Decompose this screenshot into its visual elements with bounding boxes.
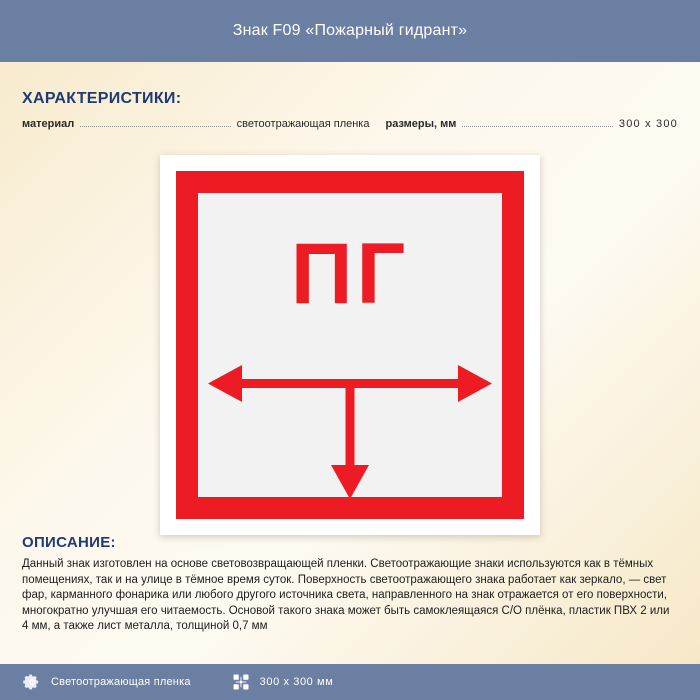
resize-icon xyxy=(231,672,251,692)
dot-leader-material xyxy=(80,125,230,127)
sign-inner-frame xyxy=(176,171,524,519)
sign-arrows xyxy=(198,343,502,503)
arrows-svg xyxy=(198,343,502,503)
size-value: 300 x 300 xyxy=(618,118,678,130)
arrow-down-icon xyxy=(331,465,369,499)
page-title: Знак F09 «Пожарный гидрант» xyxy=(232,22,468,39)
sign-image xyxy=(160,155,540,535)
description-title: ОПИСАНИЕ: xyxy=(22,534,116,551)
material-value: светоотражающая пленка xyxy=(236,118,370,130)
description-section xyxy=(22,534,678,635)
material-label: материал xyxy=(22,118,75,130)
footer-size-label: 300 x 300 мм xyxy=(259,676,334,688)
gear-icon xyxy=(22,672,42,692)
characteristics-section xyxy=(22,90,678,130)
arrow-vertical-bar xyxy=(346,383,355,469)
footer-material xyxy=(22,672,191,692)
page-header xyxy=(0,0,700,62)
sign-letters: ПГ xyxy=(290,226,410,322)
page-footer xyxy=(0,664,700,700)
characteristics-title: ХАРАКТЕРИСТИКИ: xyxy=(22,90,182,107)
description-text: Данный знак изготовлен на основе световозвращающей пленки. Светоотражающие знаки используются как в тёмных помещениях, так и на улице в тёмное время суток. Поверхность светоотражающего знака работает как зеркало, — свет фар, карманного фонарика или любого другого источника света, направленного на знак отражается от его поверхности, многократно улучшая его читаемость. Основой такого знака может быть самоклеящаяся С/О плёнка, пластик ПВХ 2 или 4 мм, а также лист металла, толщиной 0,7 мм xyxy=(22,558,670,632)
footer-size xyxy=(231,672,334,692)
footer-material-label: Светоотражающая пленка xyxy=(51,676,191,688)
dot-leader-size xyxy=(462,125,612,127)
arrow-right-icon xyxy=(458,365,492,402)
size-label: размеры, мм xyxy=(385,118,457,130)
characteristics-row xyxy=(22,118,678,130)
arrow-left-icon xyxy=(208,365,242,402)
